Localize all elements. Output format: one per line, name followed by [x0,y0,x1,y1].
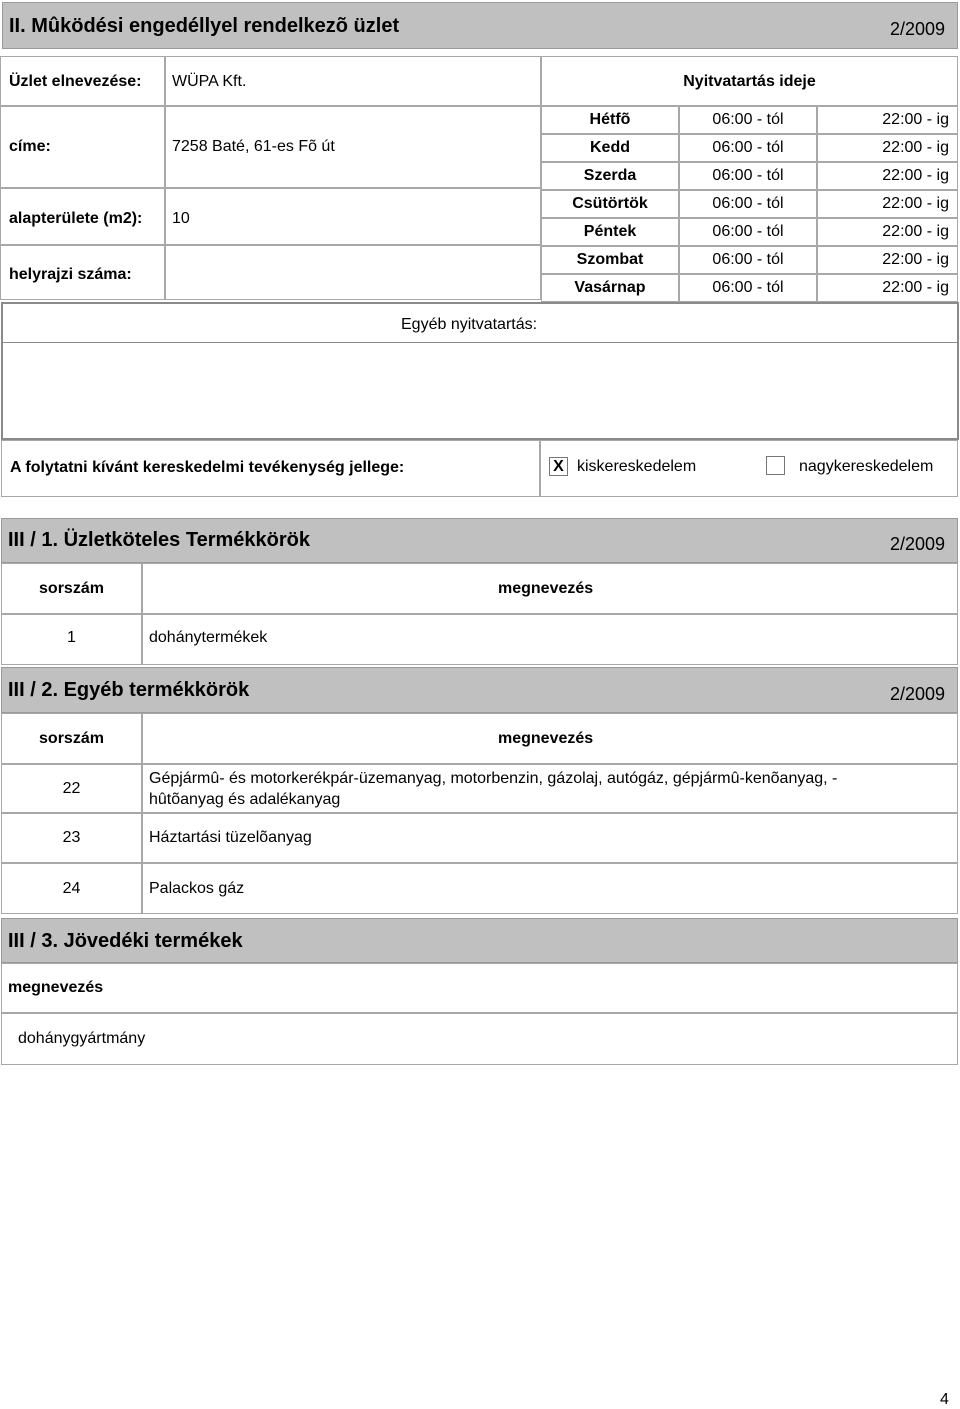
hours-from: 06:00 - tól [712,139,784,156]
area-label-cell [0,188,165,245]
hours-from-cell [679,246,817,274]
col-header-name: megnevezés [498,730,594,747]
area-value: 10 [172,210,190,227]
hours-to: 22:00 - ig [882,223,949,240]
hours-from: 06:00 - tól [712,223,784,240]
retail-check-mark: X [553,458,564,475]
hours-to: 22:00 - ig [882,139,949,156]
area-label: alapterülete (m2): [9,210,143,227]
hours-to: 22:00 - ig [882,195,949,212]
activity-label-cell [1,440,540,497]
table-row-no-cell [1,863,142,914]
hours-to: 22:00 - ig [882,279,949,296]
table-row-name-line1: Gépjármû- és motorkerékpár-üzemanyag, motorbenzin, gázolaj, autógáz, gépjármû-kenõanyag, - [149,770,838,787]
hours-to: 22:00 - ig [882,251,949,268]
hours-day: Csütörtök [572,195,648,212]
retail-label: kiskereskedelem [577,458,697,475]
section-2-header [2,2,958,49]
hours-to-cell [817,162,958,190]
hours-table [541,106,958,302]
hours-row [541,134,679,162]
hours-from: 06:00 - tól [712,251,784,268]
lot-value-cell [165,245,541,300]
hours-row [541,274,679,302]
col-header-no: sorszám [39,730,104,747]
col-header-name: megnevezés [8,979,104,996]
hours-to-cell [817,134,958,162]
table-row-no: 23 [62,829,81,846]
table-row-name: Háztartási tüzelõanyag [149,829,312,846]
hours-from-cell [679,190,817,218]
hours-day: Vasárnap [574,279,646,296]
hours-day: Hétfõ [589,111,631,128]
hours-day: Péntek [583,223,637,240]
activity-label: A folytatni kívánt kereskedelmi tevékenység jellege: [10,459,405,476]
hours-to: 22:00 - ig [882,167,949,184]
hours-from-cell [679,218,817,246]
section-3-3-title: III / 3. Jövedéki termékek [8,930,243,952]
hours-from: 06:00 - tól [712,279,784,296]
activity-options-cell [540,440,958,497]
section-3-1-title: III / 1. Üzletköteles Termékkörök [8,529,310,551]
hours-title: Nyitvatartás ideje [683,73,816,90]
name-label: Üzlet elnevezése: [9,73,142,90]
table-row-name-cell [142,863,958,914]
lot-label-cell [0,245,165,300]
address-label: címe: [9,138,51,155]
hours-title-cell [541,56,958,106]
hours-from-cell [679,274,817,302]
hours-from: 06:00 - tól [712,195,784,212]
hours-day: Szerda [583,167,637,184]
table-row-no: 24 [62,880,81,897]
table-row-no-cell [1,813,142,863]
wholesale-label: nagykereskedelem [799,458,934,475]
table-row-no-cell [1,764,142,813]
section-3-3-header [1,918,958,963]
section-2-title: II. Mûködési engedéllyel rendelkezõ üzlet [9,15,400,37]
other-hours-label: Egyéb nyitvatartás: [401,316,538,333]
hours-row [541,218,679,246]
other-hours-box [1,302,959,440]
table-row-name: dohánytermékek [149,629,268,646]
retail-checkbox[interactable] [549,457,568,476]
address-value-cell [165,106,541,188]
page-number: 4 [940,1391,949,1408]
area-value-cell [165,188,541,245]
name-value: WÜPA Kft. [172,73,247,90]
hours-to: 22:00 - ig [882,111,949,128]
table-row-no: 1 [67,629,76,646]
table-row-no: 22 [62,780,81,797]
hours-from-cell [679,106,817,134]
section-3-1-header [1,518,958,563]
table-row-name-line2: hûtõanyag és adalékanyag [149,791,341,808]
hours-row [541,106,679,134]
hours-to-cell [817,190,958,218]
hours-to-cell [817,106,958,134]
hours-to-cell [817,274,958,302]
hours-row [541,162,679,190]
table-row-no-cell [1,614,142,665]
hours-from: 06:00 - tól [712,111,784,128]
hours-row [541,246,679,274]
table-row-name: Palackos gáz [149,880,245,897]
section-3-1-col-name [142,563,958,614]
section-3-2-col-no [1,713,142,764]
table-row-name-cell [142,764,958,813]
hours-day: Kedd [590,139,630,156]
section-3-2-title: III / 2. Egyéb termékkörök [8,679,250,701]
section-3-3-col-name [1,963,958,1013]
lot-label: helyrajzi száma: [9,266,132,283]
section-3-2-year: 2/2009 [889,684,945,704]
section-2-year: 2/2009 [889,19,945,39]
hours-from-cell [679,162,817,190]
address-value: 7258 Baté, 61-es Fõ út [172,138,335,155]
col-header-name: megnevezés [498,580,594,597]
wholesale-checkbox[interactable] [766,456,785,475]
section-3-2-col-name [142,713,958,764]
hours-row [541,190,679,218]
section-3-1-year: 2/2009 [889,534,945,554]
col-header-no: sorszám [39,580,104,597]
table-row-name-cell [1,1013,958,1065]
hours-to-cell [817,218,958,246]
table-row-name-cell [142,813,958,863]
table-row-name-cell [142,614,958,665]
hours-to-cell [817,246,958,274]
hours-from: 06:00 - tól [712,167,784,184]
table-row-name: dohánygyártmány [18,1030,146,1047]
section-3-2-header [1,667,958,713]
other-hours-divider [3,342,957,343]
address-label-cell [0,106,165,188]
section-3-1-col-no [1,563,142,614]
name-label-cell [0,56,165,106]
name-value-cell [165,56,541,106]
hours-day: Szombat [576,251,644,268]
hours-from-cell [679,134,817,162]
